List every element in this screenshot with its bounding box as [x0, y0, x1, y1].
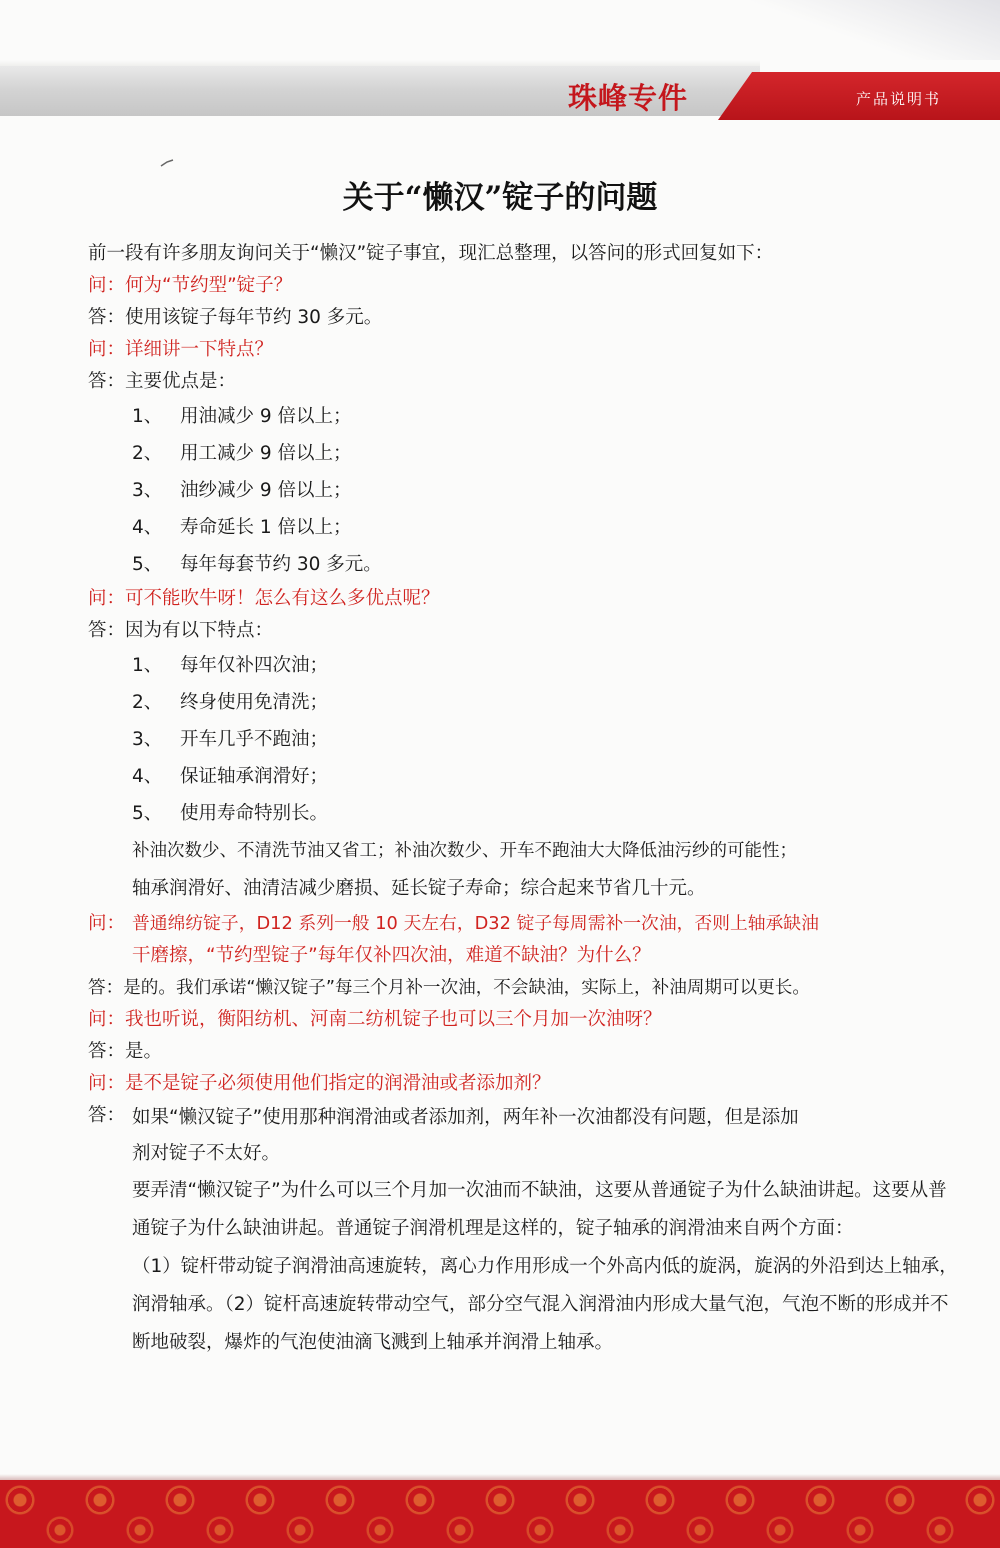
summary-line: 轴承润滑好、油清洁减少磨损、延长锭子寿命；综合起来节省几十元。 [132, 878, 706, 899]
list-item: 1、 用油减少 9 倍以上； [132, 406, 352, 427]
question-5: 问：我也听说，衡阳纺机、河南二纺机锭子也可以三个月加一次油呀？ [88, 1009, 662, 1030]
answer-2: 答：主要优点是： [88, 371, 237, 392]
answer-1: 答：使用该锭子每年节约 30 多元。 [88, 307, 383, 328]
list-item: 5、 使用寿命特别长。 [132, 803, 329, 824]
question-2: 问：详细讲一下特点？ [88, 339, 274, 360]
list-item: 2、 终身使用免清洗； [132, 692, 329, 713]
stray-mark-icon [160, 158, 174, 168]
explanation-paragraph: （1）锭杆带动锭子润滑油高速旋转，离心力作用形成一个外高内低的旋涡，旋涡的外沿到达上轴承，润滑轴承。（2）锭杆高速旋转带动空气，部分空气混入润滑油内形成大量气泡，气泡不断的形成并不断地破裂，爆炸的气泡使油滴飞溅到上轴承并润滑上轴承。 [132, 1256, 958, 1353]
list-item: 3、 开车几乎不跑油； [132, 729, 329, 750]
answer-5: 答：是。 [88, 1041, 163, 1062]
question-6: 问：是不是锭子必须使用他们指定的润滑油或者添加剂？ [88, 1073, 551, 1094]
list-item: 4、 寿命延长 1 倍以上； [132, 517, 352, 538]
question-3: 问：可不能吹牛呀！怎么有这么多优点呢？ [88, 588, 440, 609]
list-item: 1、 每年仅补四次油； [132, 655, 329, 676]
answer-3: 答：因为有以下特点： [88, 620, 274, 641]
page-corner-shading [740, 0, 1000, 60]
answer-6: 答： 如果“懒汉锭子”使用那种润滑油或者添加剂，两年补一次油都没有问题，但是添加 剂对锭子不太好。 [88, 1105, 799, 1164]
list-item: 4、 保证轴承润滑好； [132, 766, 329, 787]
intro-text: 前一段有许多朋友询问关于“懒汉”锭子事宜，现汇总整理，以答问的形式回复如下： [88, 243, 774, 264]
explanation-paragraph: 要弄清“懒汉锭子”为什么可以三个月加一次油而不缺油，这要从普通锭子为什么缺油讲起。这要从普通锭子为什么缺油讲起。普通锭子润滑机理是这样的，锭子轴承的润滑油来自两个方面： [132, 1180, 947, 1239]
footer-pattern-band [0, 1480, 1000, 1548]
list-item: 5、 每年每套节约 30 多元。 [132, 554, 382, 575]
brand-name: 珠峰专件 [568, 81, 689, 115]
page-title: 关于“懒汉”锭子的问题 [342, 180, 658, 216]
manual-label: 产品说明书 [856, 90, 942, 108]
question-1: 问：何为“节约型”锭子？ [88, 275, 293, 296]
header-shadow [0, 60, 760, 66]
list-item: 3、 油纱减少 9 倍以上； [132, 480, 352, 501]
answer-4: 答：是的。我们承诺“懒汉锭子”每三个月补一次油，不会缺油，实际上，补油周期可以更长。 [88, 978, 810, 998]
summary-line: 补油次数少、不清洗节油又省工；补油次数少、开车不跑油大大降低油污纱的可能性； [132, 841, 797, 861]
question-4: 问： 普通绵纺锭子，D12 系列一般 10 天左右，D32 锭子每周需补一次油，否则上轴承缺油 干磨擦，“节约型锭子”每年仅补四次油，难道不缺油？为什么？ [88, 913, 819, 966]
list-item: 2、 用工减少 9 倍以上； [132, 443, 352, 464]
document-body [88, 238, 958, 1362]
